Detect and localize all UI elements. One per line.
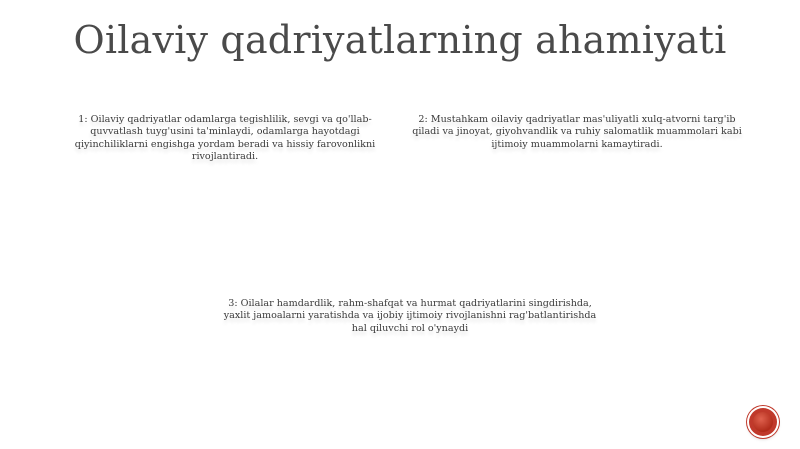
slide-title: Oilaviy qadriyatlarning ahamiyati [73, 18, 727, 62]
point-2-text: 2: Mustahkam oilaviy qadriyatlar mas'uliyatli xulq-atvorni targ'ib qiladi va jinoyat, giyohvandlik va ruhiy salomatlik muammolari kabi ijtimoiy muammolarni kamaytiradi. [412, 114, 742, 150]
slide-nav-button[interactable] [749, 408, 777, 436]
point-3-text: 3: Oilalar hamdardlik, rahm-shafqat va hurmat qadriyatlarini singdirishda, yaxlit jamoalarni yaratishda va ijobiy ijtimoiy rivojlanishni rag'batlantirishda hal qiluvchi rol o'ynaydi [223, 298, 597, 334]
point-1-text: 1: Oilaviy qadriyatlar odamlarga tegishlilik, sevgi va qo'llab-quvvatlash tuyg'usini ta'minlaydi, odamlarga hayotdagi qiyinchiliklarni engishga yordam beradi va hissiy farovonlikni rivojlantiradi. [74, 114, 376, 163]
circle-nav-button-icon [753, 412, 773, 432]
